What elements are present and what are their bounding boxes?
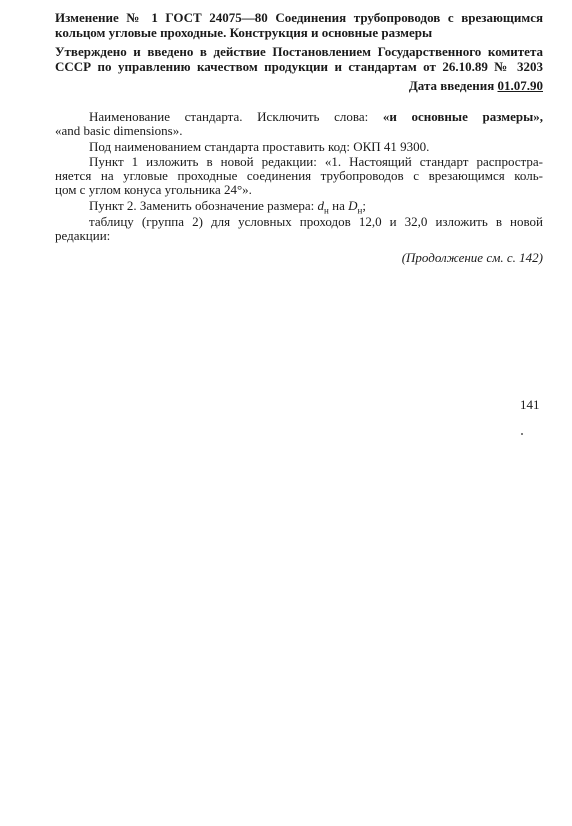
page-number: 141 xyxy=(520,397,540,412)
approval-line-2: СССР по управлению качеством продукции и стандартам от 26.10.89 № 3203 xyxy=(55,59,543,74)
paragraph-1-bold-phrase: «и основные размеры», xyxy=(382,109,543,124)
header-line-1: Изменение № 1 ГОСТ 24075—80 Соединения трубопроводов с врезающимся xyxy=(55,10,543,25)
paragraph-4-end: ; xyxy=(362,198,366,213)
paragraph-3-line-3: цом с углом конуса угольника 24°». xyxy=(55,182,252,197)
paragraph-1-line-1 xyxy=(89,110,543,124)
symbol-D-subscript: н xyxy=(357,205,363,216)
paragraph-3-line-2: няется на угловые проходные соединения трубопроводов с врезающимся коль- xyxy=(55,168,543,183)
approval-line-1: Утверждено и введено в действие Постановлением Государственного комитета xyxy=(55,44,543,59)
paragraph-4-text: Пункт 2. Заменить обозначение размера: xyxy=(89,198,315,213)
effective-date xyxy=(409,79,543,93)
paragraph-1-text: Наименование стандарта. Исключить слова: xyxy=(89,109,369,124)
effective-date-label: Дата введения xyxy=(408,78,495,93)
paragraph-3-line-1: Пункт 1 изложить в новой редакции: «1. Настоящий стандарт распростра- xyxy=(89,154,543,169)
symbol-d-subscript: н xyxy=(324,205,329,216)
print-speck xyxy=(521,433,523,435)
symbol-d-uppercase: D xyxy=(348,198,358,213)
header-line-2: кольцом угловые проходные. Конструкция и основные размеры xyxy=(55,25,433,40)
symbol-d-lowercase: d xyxy=(317,198,325,213)
paragraph-4-word: на xyxy=(332,198,345,213)
continuation-note: (Продолжение см. с. 142) xyxy=(401,250,543,265)
paragraph-5-line-1: таблицу (группа 2) для условных проходов 12,0 и 32,0 изложить в новой xyxy=(89,214,543,229)
paragraph-5-line-2: редакции: xyxy=(55,228,111,243)
effective-date-value: 01.07.90 xyxy=(497,78,543,93)
paragraph-1-line-2: «and basic dimensions». xyxy=(55,123,183,138)
paragraph-2: Под наименованием стандарта проставить код: ОКП 41 9300. xyxy=(89,139,430,154)
